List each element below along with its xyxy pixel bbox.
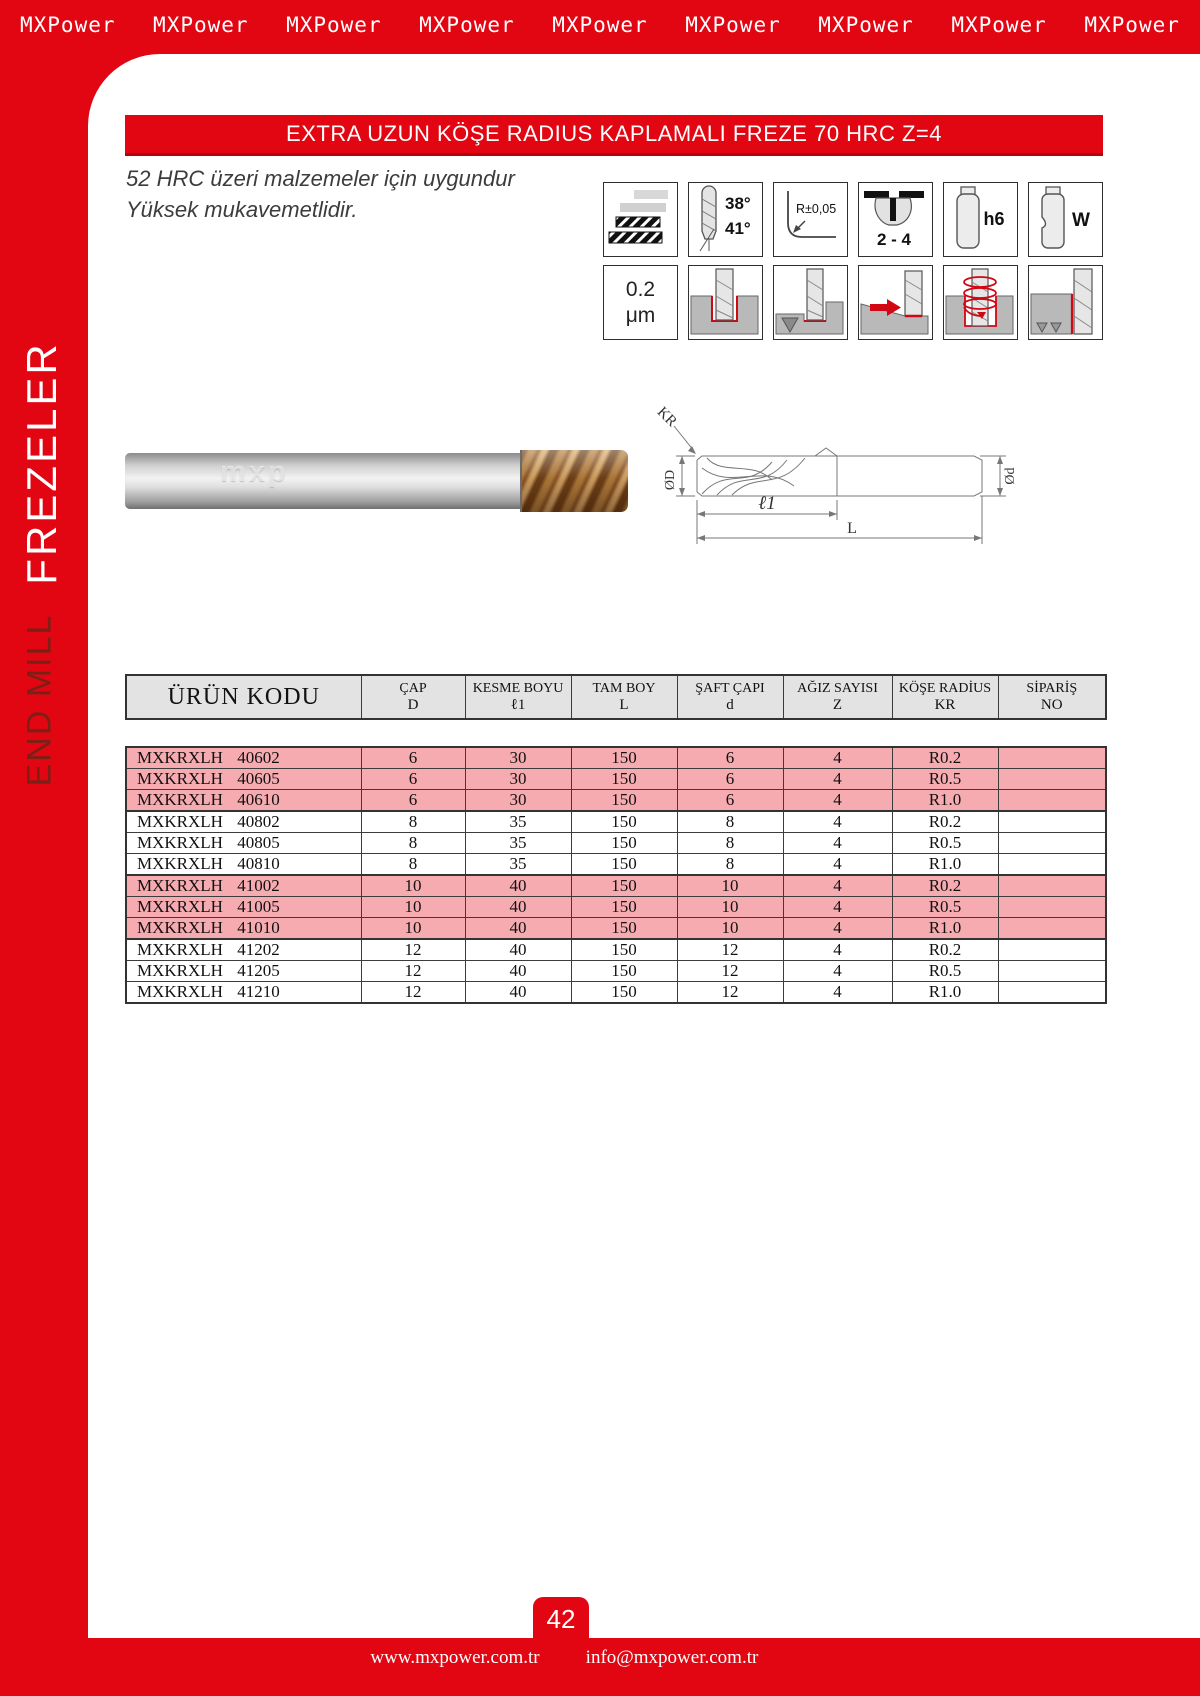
product-value: 4 <box>783 747 892 769</box>
product-value: 150 <box>571 811 677 833</box>
product-value: R0.2 <box>892 875 998 897</box>
helical-drawing <box>944 266 1015 337</box>
product-value <box>998 769 1106 790</box>
table-row <box>126 982 1106 1004</box>
page-number-badge: 42 <box>533 1597 589 1645</box>
h6-shank-icon <box>944 183 1015 254</box>
label-l: L <box>847 520 857 537</box>
product-value: 10 <box>677 897 783 918</box>
product-value: R0.5 <box>892 833 998 854</box>
product-value: 10 <box>361 875 465 897</box>
section-title-banner: EXTRA UZUN KÖŞE RADIUS KAPLAMALI FREZE 70 HRC Z=4 <box>125 115 1103 156</box>
product-value: 8 <box>677 811 783 833</box>
surface-finish-unit: μm <box>625 303 656 327</box>
table-header <box>125 674 1105 720</box>
product-value <box>998 875 1106 897</box>
product-code: MXKRXLH 40810 <box>126 854 361 876</box>
product-value: 10 <box>677 875 783 897</box>
svg-text:38°: 38° <box>725 194 751 213</box>
shank-engraving: mxp <box>220 456 289 488</box>
corner-radius-tolerance-icon <box>773 182 848 257</box>
product-value <box>998 982 1106 1004</box>
product-value: 150 <box>571 854 677 876</box>
endmill-angle-icon <box>689 183 760 254</box>
intro-line-2: Yüksek mukavemetlidir. <box>126 197 358 222</box>
side-milling-icon <box>1028 265 1103 340</box>
product-value: 10 <box>361 897 465 918</box>
product-value: 6 <box>677 769 783 790</box>
product-value: 4 <box>783 982 892 1004</box>
svg-text:2 - 4: 2 - 4 <box>876 230 912 249</box>
sidebar-label-end-mill: END MILL <box>20 613 59 787</box>
flute-range-icon <box>858 182 933 257</box>
product-value: 12 <box>361 939 465 961</box>
product-value <box>998 854 1106 876</box>
product-value: 12 <box>677 939 783 961</box>
col-tam-boy: TAM BOY L <box>571 675 677 719</box>
col-kose-radius: KÖŞE RADİUS KR <box>892 675 998 719</box>
product-value: 4 <box>783 790 892 812</box>
product-value: 12 <box>677 961 783 982</box>
top-brand-bar <box>0 0 1200 50</box>
product-value <box>998 918 1106 940</box>
product-value: R0.5 <box>892 769 998 790</box>
table-row <box>126 961 1106 982</box>
helical-interpolation-icon <box>943 265 1018 340</box>
surface-hatch-icon <box>603 182 678 257</box>
w-shank-icon <box>1029 183 1100 254</box>
product-value: 4 <box>783 897 892 918</box>
label-l1: ℓ1 <box>758 493 776 514</box>
slot-milling-drawing <box>689 266 760 337</box>
brand-logo: MXPower <box>685 13 781 37</box>
helix-angle-icon <box>688 182 763 257</box>
weldon-shank-icon <box>1028 182 1103 257</box>
product-value: 4 <box>783 918 892 940</box>
product-value: 35 <box>465 811 571 833</box>
intro-line-1: 52 HRC üzeri malzemeler için uygundur <box>126 166 515 191</box>
product-code: MXKRXLH 41005 <box>126 897 361 918</box>
product-value: 35 <box>465 854 571 876</box>
product-value: 8 <box>677 854 783 876</box>
product-code: MXKRXLH 41210 <box>126 982 361 1004</box>
brand-logo: MXPower <box>818 13 914 37</box>
product-code: MXKRXLH 41002 <box>126 875 361 897</box>
product-value: 150 <box>571 982 677 1004</box>
col-kesme-boyu: KESME BOYU ℓ1 <box>465 675 571 719</box>
product-value: 4 <box>783 811 892 833</box>
product-value: 4 <box>783 833 892 854</box>
footer-website-link[interactable]: www.mxpower.com.tr <box>370 1647 540 1668</box>
col-cap: ÇAP D <box>361 675 465 719</box>
product-value: 30 <box>465 747 571 769</box>
col-agiz-sayisi: AĞIZ SAYISI Z <box>783 675 892 719</box>
ramping-icon <box>858 265 933 340</box>
svg-text:41°: 41° <box>725 219 751 238</box>
product-value: R1.0 <box>892 854 998 876</box>
product-value: 8 <box>361 854 465 876</box>
product-code: MXKRXLH 40610 <box>126 790 361 812</box>
brand-logo: MXPower <box>419 13 515 37</box>
shank-tolerance-icon <box>943 182 1018 257</box>
table-row <box>126 875 1106 897</box>
product-code: MXKRXLH 40802 <box>126 811 361 833</box>
product-value <box>998 897 1106 918</box>
product-value: 4 <box>783 854 892 876</box>
product-value: 40 <box>465 939 571 961</box>
col-saft-capi: ŞAFT ÇAPI d <box>677 675 783 719</box>
product-value: 10 <box>361 918 465 940</box>
product-value: 12 <box>361 982 465 1004</box>
table-row <box>126 833 1106 854</box>
product-value <box>998 747 1106 769</box>
product-value: 4 <box>783 961 892 982</box>
col-urun-kodu: ÜRÜN KODU <box>126 675 361 719</box>
product-code: MXKRXLH 40602 <box>126 747 361 769</box>
brand-logo: MXPower <box>1084 13 1180 37</box>
product-value: 150 <box>571 918 677 940</box>
cutter-profile-icon <box>859 183 930 254</box>
slot-milling-icon <box>688 265 763 340</box>
product-value: 8 <box>361 811 465 833</box>
product-table <box>125 746 1105 1004</box>
product-code: MXKRXLH 41010 <box>126 918 361 940</box>
label-od: ØD <box>663 469 678 491</box>
product-value: 6 <box>361 769 465 790</box>
sidebar-label-frezeler: FREZELER <box>18 341 65 585</box>
brand-logo: MXPower <box>20 13 116 37</box>
radius-tolerance-icon <box>774 183 845 254</box>
product-value: 8 <box>677 833 783 854</box>
product-value: R0.5 <box>892 897 998 918</box>
product-value: 40 <box>465 961 571 982</box>
shoulder-milling-icon <box>773 265 848 340</box>
product-value: 6 <box>677 747 783 769</box>
product-photo <box>125 443 630 519</box>
product-value: 30 <box>465 790 571 812</box>
product-code: MXKRXLH 41202 <box>126 939 361 961</box>
ramping-drawing <box>859 266 930 337</box>
product-value: 12 <box>361 961 465 982</box>
product-value: 40 <box>465 897 571 918</box>
product-value: 150 <box>571 747 677 769</box>
product-value: R1.0 <box>892 790 998 812</box>
product-value: 150 <box>571 939 677 961</box>
svg-text:h6: h6 <box>983 209 1005 229</box>
product-value: R1.0 <box>892 918 998 940</box>
product-value: 40 <box>465 982 571 1004</box>
product-value <box>998 939 1106 961</box>
side-milling-drawing <box>1029 266 1100 337</box>
product-value: 150 <box>571 897 677 918</box>
product-value <box>998 811 1106 833</box>
label-kr: KR <box>653 404 680 431</box>
product-value: 150 <box>571 833 677 854</box>
brand-logo: MXPower <box>951 13 1047 37</box>
footer-email-link[interactable]: info@mxpower.com.tr <box>585 1647 759 1668</box>
table-row <box>126 747 1106 769</box>
product-code: MXKRXLH 41205 <box>126 961 361 982</box>
product-value <box>998 833 1106 854</box>
product-code: MXKRXLH 40805 <box>126 833 361 854</box>
product-value: 30 <box>465 769 571 790</box>
product-value: R0.2 <box>892 939 998 961</box>
product-value: 6 <box>361 747 465 769</box>
surface-finish-icon <box>603 265 678 340</box>
product-value: 40 <box>465 918 571 940</box>
product-value: R0.2 <box>892 747 998 769</box>
col-siparis: SİPARİŞ NO <box>998 675 1106 719</box>
table-row <box>126 918 1106 940</box>
svg-text:R±0,05: R±0,05 <box>796 202 837 216</box>
product-value: 8 <box>361 833 465 854</box>
product-value: 150 <box>571 769 677 790</box>
product-value <box>998 790 1106 812</box>
product-value: 4 <box>783 939 892 961</box>
product-value: 150 <box>571 790 677 812</box>
brand-logo: MXPower <box>552 13 648 37</box>
product-value: R0.2 <box>892 811 998 833</box>
surface-finish-value: 0.2 <box>625 277 656 301</box>
product-value: 6 <box>677 790 783 812</box>
tool-cutting-edge <box>520 450 628 512</box>
tool-shank <box>125 453 520 509</box>
product-value: 4 <box>783 875 892 897</box>
shoulder-milling-drawing <box>774 266 845 337</box>
table-row <box>126 939 1106 961</box>
hatch-bars-icon <box>604 183 675 254</box>
svg-text:W: W <box>1072 210 1090 231</box>
brand-logo: MXPower <box>153 13 249 37</box>
table-row <box>126 790 1106 812</box>
table-row <box>126 854 1106 876</box>
table-row <box>126 811 1106 833</box>
intro-text <box>126 163 515 225</box>
product-value: 150 <box>571 961 677 982</box>
product-value: 10 <box>677 918 783 940</box>
technical-drawing <box>622 396 1022 571</box>
product-value: 4 <box>783 769 892 790</box>
table-row <box>126 897 1106 918</box>
product-code: MXKRXLH 40605 <box>126 769 361 790</box>
product-value: 40 <box>465 875 571 897</box>
label-od-shank: Ød <box>1003 467 1018 485</box>
product-value: R1.0 <box>892 982 998 1004</box>
brand-logo: MXPower <box>286 13 382 37</box>
product-value: 12 <box>677 982 783 1004</box>
product-value: 35 <box>465 833 571 854</box>
product-value: 6 <box>361 790 465 812</box>
table-row <box>126 769 1106 790</box>
product-value <box>998 961 1106 982</box>
product-value: 150 <box>571 875 677 897</box>
product-value: R0.5 <box>892 961 998 982</box>
